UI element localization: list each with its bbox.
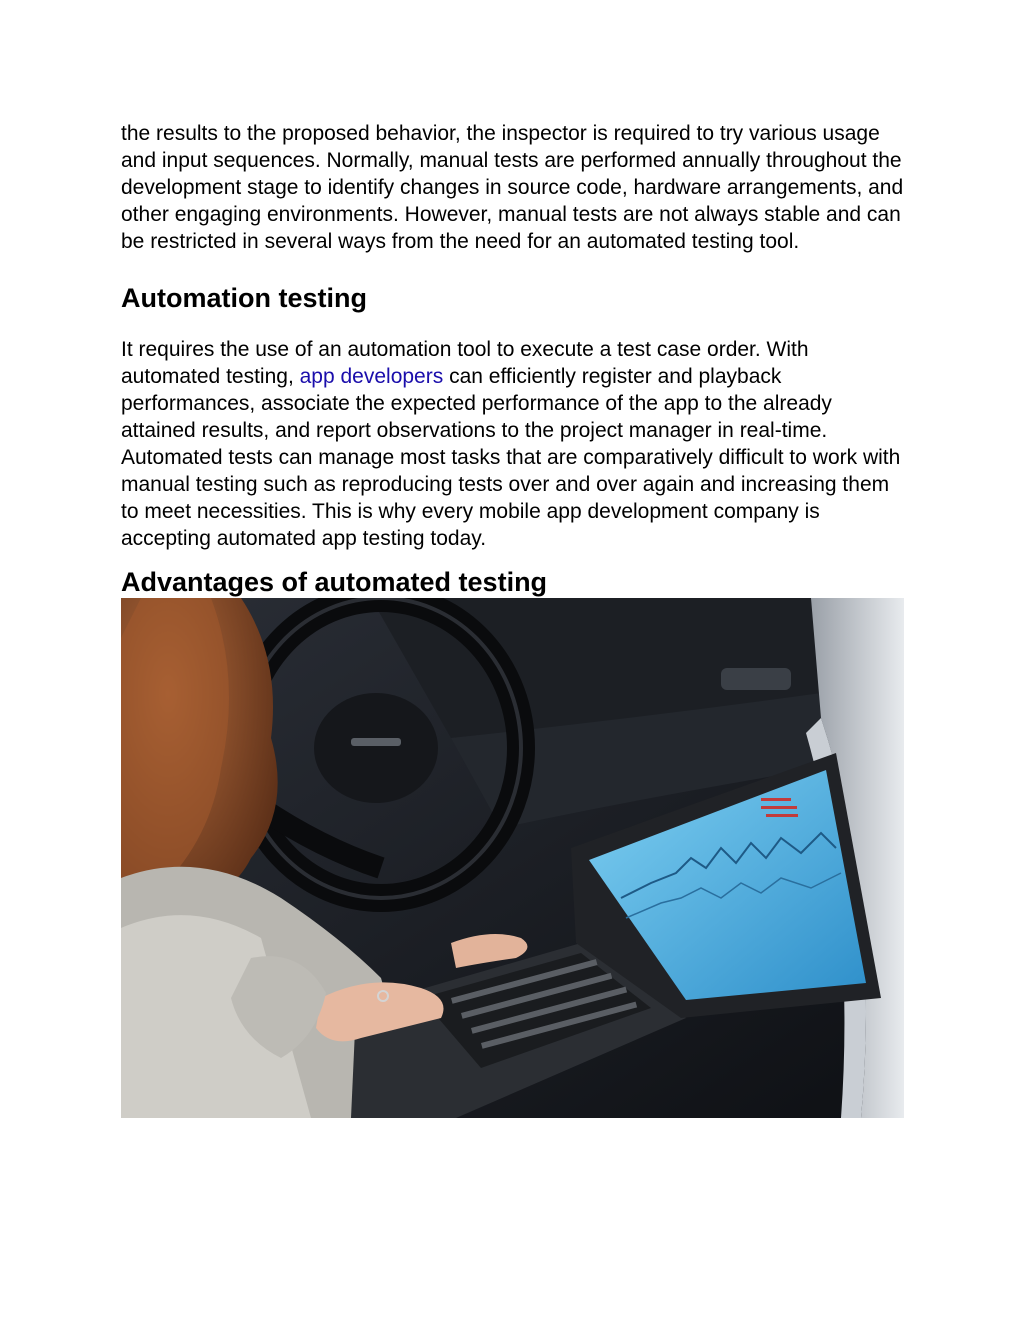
photo-woman-laptop-car [121, 598, 904, 1118]
automation-paragraph-end: can efficiently register and playback performances, associate the expected performance of the app to the already attained results, and report observations to the project manager in real-time. Automated tests can manage most tasks that are comparatively difficult to work with manual testing such as reproducing tests over and over again and increasing them to meet necessities. This is why every mobile app development company is accepting automated app testing today. [121, 365, 901, 550]
heading-automation-testing: Automation testing [121, 283, 367, 313]
app-developers-link[interactable]: app developers [299, 365, 444, 388]
photo-illustration [121, 598, 904, 1118]
automation-paragraph-start: It requires the use of an automation tool to execute a test case order. With automated testing, [121, 338, 809, 388]
automation-paragraph [121, 336, 904, 552]
intro-paragraph: the results to the proposed behavior, the inspector is required to try various usage and input sequences. Normally, manual tests are performed annually throughout the development stage to identify changes in source code, hardware arrangements, and other engaging environments. However, manual tests are not always stable and can be restricted in several ways from the need for an automated testing tool. [121, 122, 904, 253]
heading-advantages: Advantages of automated testing [121, 567, 548, 597]
document-page [121, 120, 904, 1118]
